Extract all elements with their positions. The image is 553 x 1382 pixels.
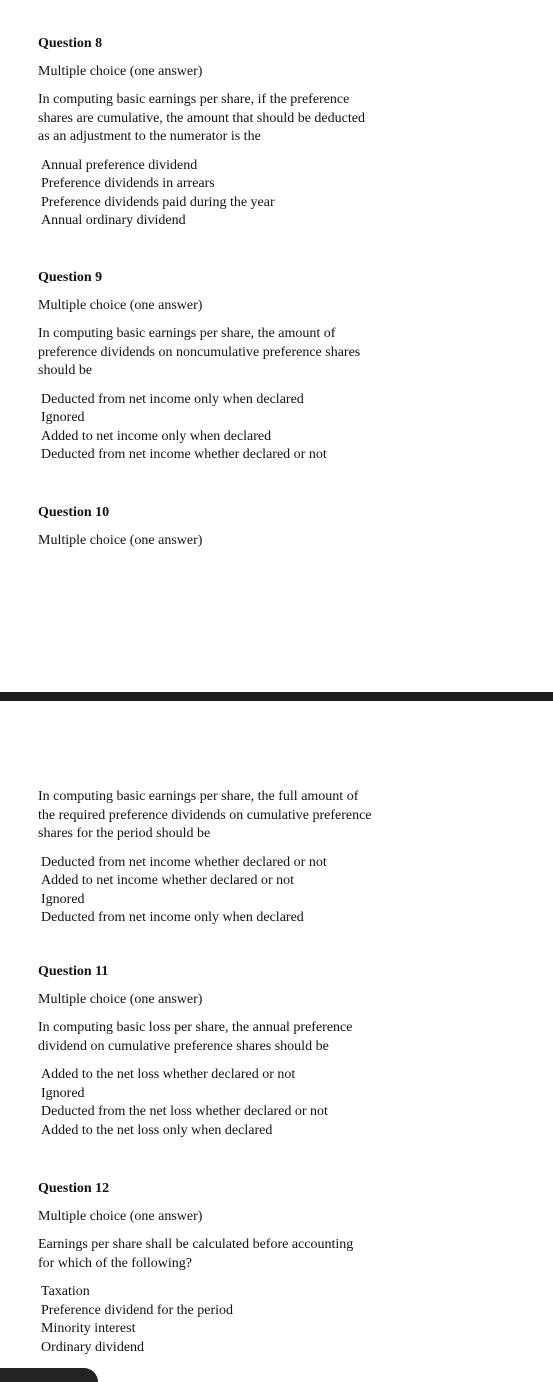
answer-option[interactable]: Deducted from net income whether declared or not: [41, 447, 327, 462]
answer-option[interactable]: Added to the net loss whether declared or not: [41, 1067, 296, 1082]
answer-option[interactable]: Ignored: [41, 1085, 85, 1101]
question-text: In computing basic loss per share, the annual preference dividend on cumulative preference shares should be: [38, 1020, 353, 1054]
question-10-body: [38, 788, 538, 928]
answer-option[interactable]: Ignored: [41, 891, 85, 907]
home-indicator: [0, 1368, 98, 1382]
question-text: Earnings per share shall be calculated before accounting for which of the following?: [38, 1237, 354, 1271]
answer-option[interactable]: Preference dividends in arrears: [41, 176, 215, 191]
question-type: Multiple choice (one answer): [38, 533, 203, 548]
screenshot-divider: [0, 692, 553, 701]
question-type: Multiple choice (one answer): [38, 1209, 203, 1224]
answer-option[interactable]: Added to the net loss only when declared: [41, 1122, 273, 1138]
answer-option[interactable]: Annual preference dividend: [41, 157, 198, 173]
answer-option[interactable]: Ordinary dividend: [41, 1339, 145, 1355]
question-11: [38, 963, 538, 1140]
question-type: Multiple choice (one answer): [38, 64, 203, 79]
question-12: [38, 1180, 538, 1357]
question-10-header: [38, 504, 538, 550]
question-text: In computing basic earnings per share, the amount of preference dividends on noncumulative preference shares should be: [38, 326, 361, 378]
answer-option[interactable]: Taxation: [41, 1284, 90, 1299]
answer-option[interactable]: Minority interest: [41, 1321, 136, 1336]
question-type: Multiple choice (one answer): [38, 992, 203, 1007]
answer-option[interactable]: Annual ordinary dividend: [41, 213, 186, 228]
question-title: Question 10: [38, 505, 110, 520]
question-text: In computing basic earnings per share, the full amount of the required preference dividends on cumulative preference shares for the period should be: [38, 789, 372, 841]
answer-option[interactable]: Preference dividends paid during the year: [41, 194, 275, 210]
answer-option[interactable]: Preference dividend for the period: [41, 1302, 234, 1318]
answer-option[interactable]: Ignored: [41, 410, 85, 425]
answer-option[interactable]: Added to net income whether declared or not: [41, 873, 295, 888]
question-text: In computing basic earnings per share, if the preference shares are cumulative, the amount that should be deducted as an adjustment to the numerator is the: [38, 92, 365, 144]
answer-options: [38, 157, 538, 231]
answer-options: [38, 854, 538, 928]
answer-option[interactable]: Deducted from the net loss whether declared or not: [41, 1104, 328, 1119]
answer-option[interactable]: Deducted from net income whether declared or not: [41, 854, 327, 870]
answer-options: [38, 391, 538, 465]
question-title: Question 12: [38, 1181, 110, 1196]
answer-option[interactable]: Added to net income only when declared: [41, 428, 272, 444]
answer-options: [38, 1283, 538, 1357]
answer-option[interactable]: Deducted from net income only when declared: [41, 910, 304, 925]
question-title: Question 9: [38, 270, 103, 285]
answer-options: [38, 1066, 538, 1140]
question-8: [38, 35, 538, 231]
question-title: Question 8: [38, 36, 103, 51]
answer-option[interactable]: Deducted from net income only when declared: [41, 391, 304, 407]
question-9: [38, 269, 538, 465]
question-type: Multiple choice (one answer): [38, 298, 203, 313]
question-title: Question 11: [38, 964, 109, 979]
